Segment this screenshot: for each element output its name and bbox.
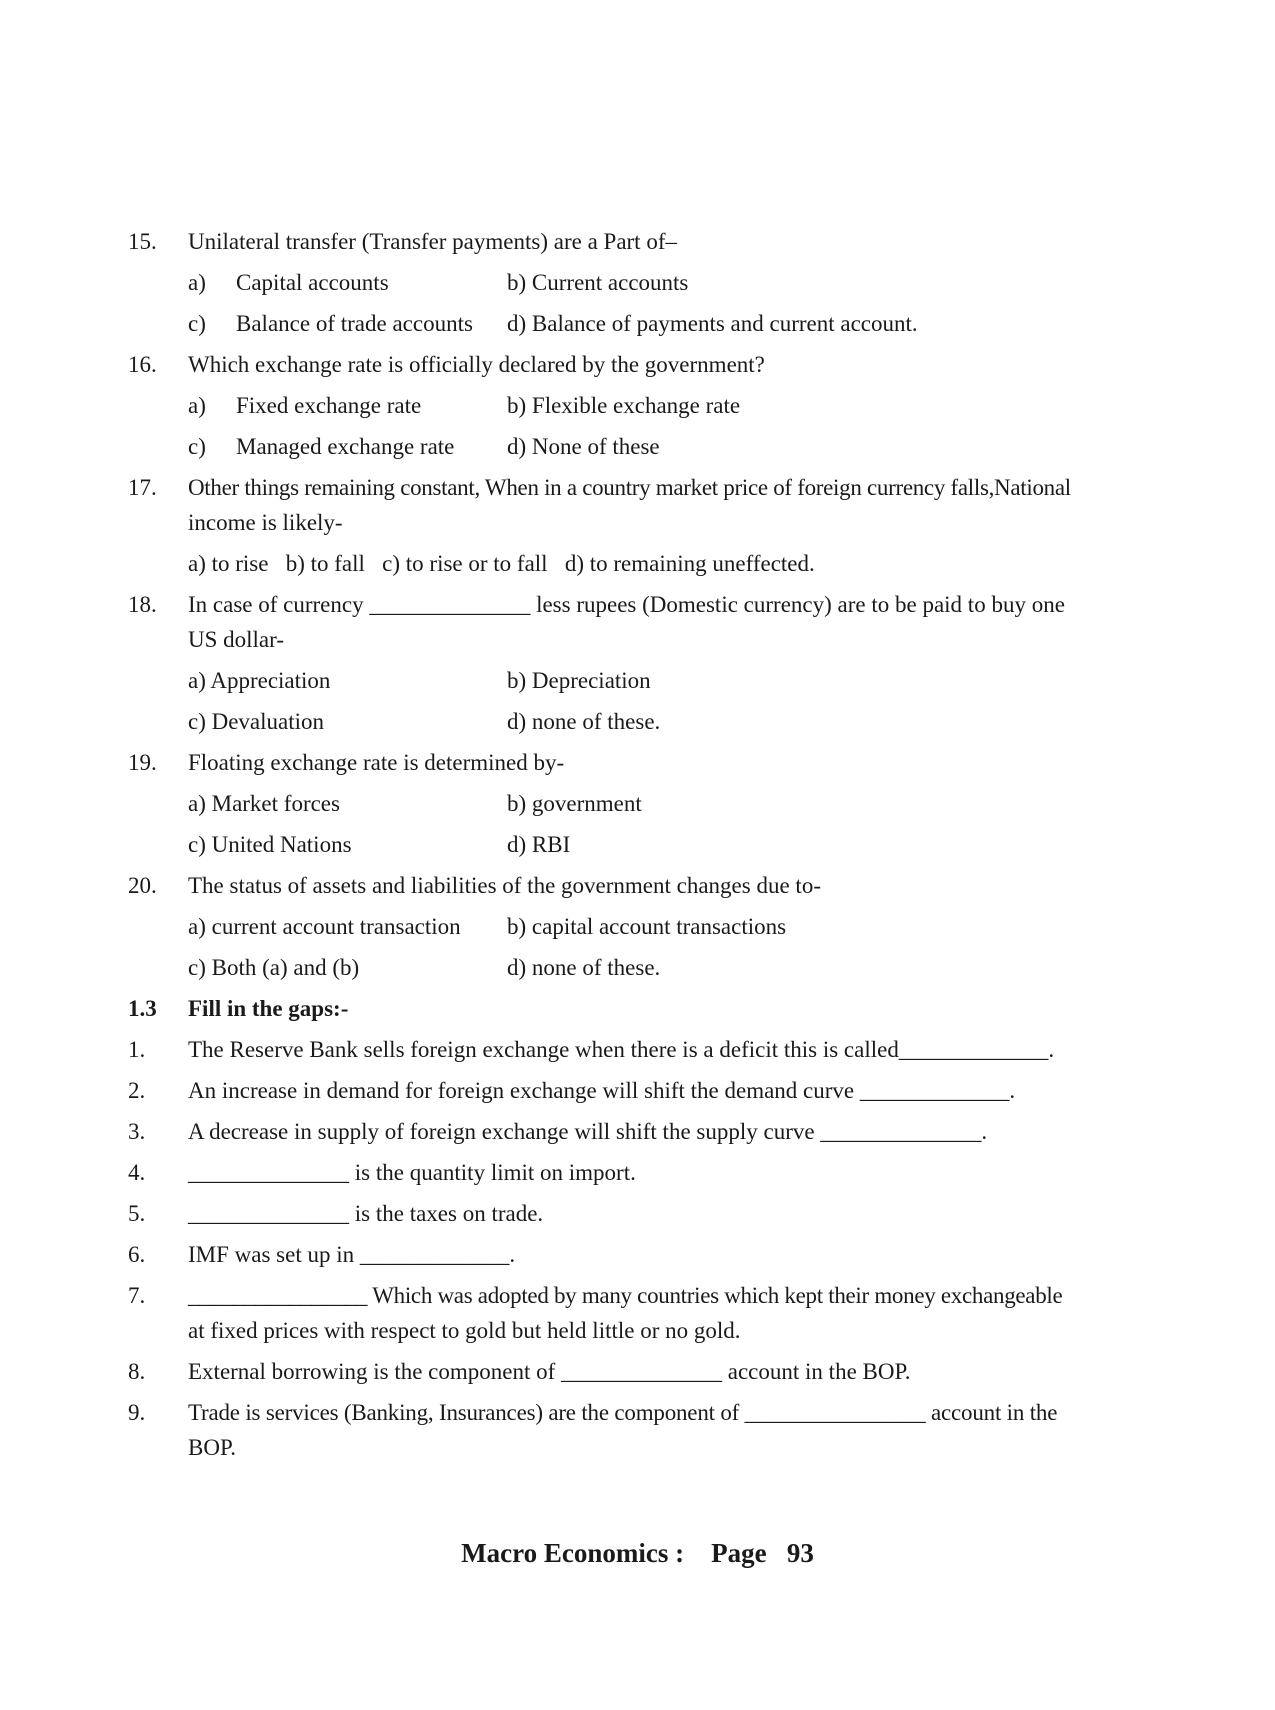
gap-text: at fixed prices with respect to gold but held little or no gold.: [188, 1318, 741, 1343]
question-number: 19.: [128, 750, 157, 775]
option-text: d) RBI: [507, 832, 571, 857]
option-text: c) Both (a) and (b): [188, 955, 360, 980]
option-text: Balance of trade accounts: [236, 311, 473, 336]
gap-number: 5.: [128, 1201, 146, 1226]
question-text: Other things remaining constant, When in a country market price of foreign currency falls,National: [188, 475, 1071, 500]
gap-text: External borrowing is the component of ______________ account in the BOP.: [188, 1359, 911, 1384]
gap-text: BOP.: [188, 1435, 236, 1460]
gap-number: 8.: [128, 1359, 146, 1384]
gap-text: IMF was set up in _____________.: [188, 1242, 516, 1267]
footer-subject: Macro Economics :: [461, 1538, 685, 1568]
gap-text: ________________ Which was adopted by many countries which kept their money exchangeable: [188, 1283, 1063, 1308]
section-number: 1.3: [128, 996, 157, 1021]
option-text: b) government: [507, 791, 642, 816]
option-text: a) Appreciation: [188, 668, 331, 693]
gap-text: Trade is services (Banking, Insurances) are the component of ________________ account in the: [188, 1400, 1058, 1425]
question-text: Floating exchange rate is determined by-: [188, 750, 565, 775]
question-number: 18.: [128, 592, 157, 617]
option-text: Managed exchange rate: [236, 434, 455, 459]
page-footer: [0, 1538, 1275, 1569]
question-number: 15.: [128, 229, 157, 254]
option-text: c) United Nations: [188, 832, 352, 857]
option-text: a) Market forces: [188, 791, 340, 816]
option-text: Fixed exchange rate: [236, 393, 422, 418]
question-text: Unilateral transfer (Transfer payments) are a Part of–: [188, 229, 677, 254]
option-label: c): [188, 311, 206, 336]
gap-number: 3.: [128, 1119, 146, 1144]
question-text: Which exchange rate is officially declared by the government?: [188, 352, 765, 377]
gap-number: 4.: [128, 1160, 146, 1185]
option-text: d) Balance of payments and current account.: [507, 311, 918, 336]
gap-text: ______________ is the taxes on trade.: [188, 1201, 544, 1226]
gap-number: 1.: [128, 1037, 146, 1062]
gap-text: The Reserve Bank sells foreign exchange when there is a deficit this is called_____________.: [188, 1037, 1055, 1062]
option-text: d) none of these.: [507, 955, 661, 980]
gap-number: 2.: [128, 1078, 146, 1103]
option-text: b) Depreciation: [507, 668, 651, 693]
gap-number: 6.: [128, 1242, 146, 1267]
question-number: 16.: [128, 352, 157, 377]
footer-page-label: Page: [711, 1538, 767, 1568]
option-text: b) capital account transactions: [507, 914, 787, 939]
gap-text: An increase in demand for foreign exchange will shift the demand curve _____________.: [188, 1078, 1016, 1103]
gap-text: A decrease in supply of foreign exchange will shift the supply curve ______________.: [188, 1119, 988, 1144]
option-label: a): [188, 393, 206, 418]
option-label: c): [188, 434, 206, 459]
question-text: In case of currency ______________ less rupees (Domestic currency) are to be paid to buy one: [188, 592, 1065, 617]
option-text: Capital accounts: [236, 270, 389, 295]
option-text: b) Flexible exchange rate: [507, 393, 741, 418]
gap-number: 9.: [128, 1400, 146, 1425]
option-text: b) Current accounts: [507, 270, 689, 295]
option-line: a) to rise b) to fall c) to rise or to fall d) to remaining uneffected.: [188, 551, 815, 576]
question-number: 17.: [128, 475, 157, 500]
option-text: d) none of these.: [507, 709, 661, 734]
question-number: 20.: [128, 873, 157, 898]
question-text: The status of assets and liabilities of the government changes due to-: [188, 873, 821, 898]
option-text: a) current account transaction: [188, 914, 461, 939]
footer-page-number: 93: [786, 1538, 814, 1568]
option-text: c) Devaluation: [188, 709, 325, 734]
gap-number: 7.: [128, 1283, 146, 1308]
section-heading: Fill in the gaps:-: [188, 996, 349, 1021]
option-text: d) None of these: [507, 434, 660, 459]
question-text: income is likely-: [188, 510, 343, 535]
gap-text: ______________ is the quantity limit on import.: [188, 1160, 636, 1185]
question-text: US dollar-: [188, 627, 284, 652]
option-label: a): [188, 270, 206, 295]
